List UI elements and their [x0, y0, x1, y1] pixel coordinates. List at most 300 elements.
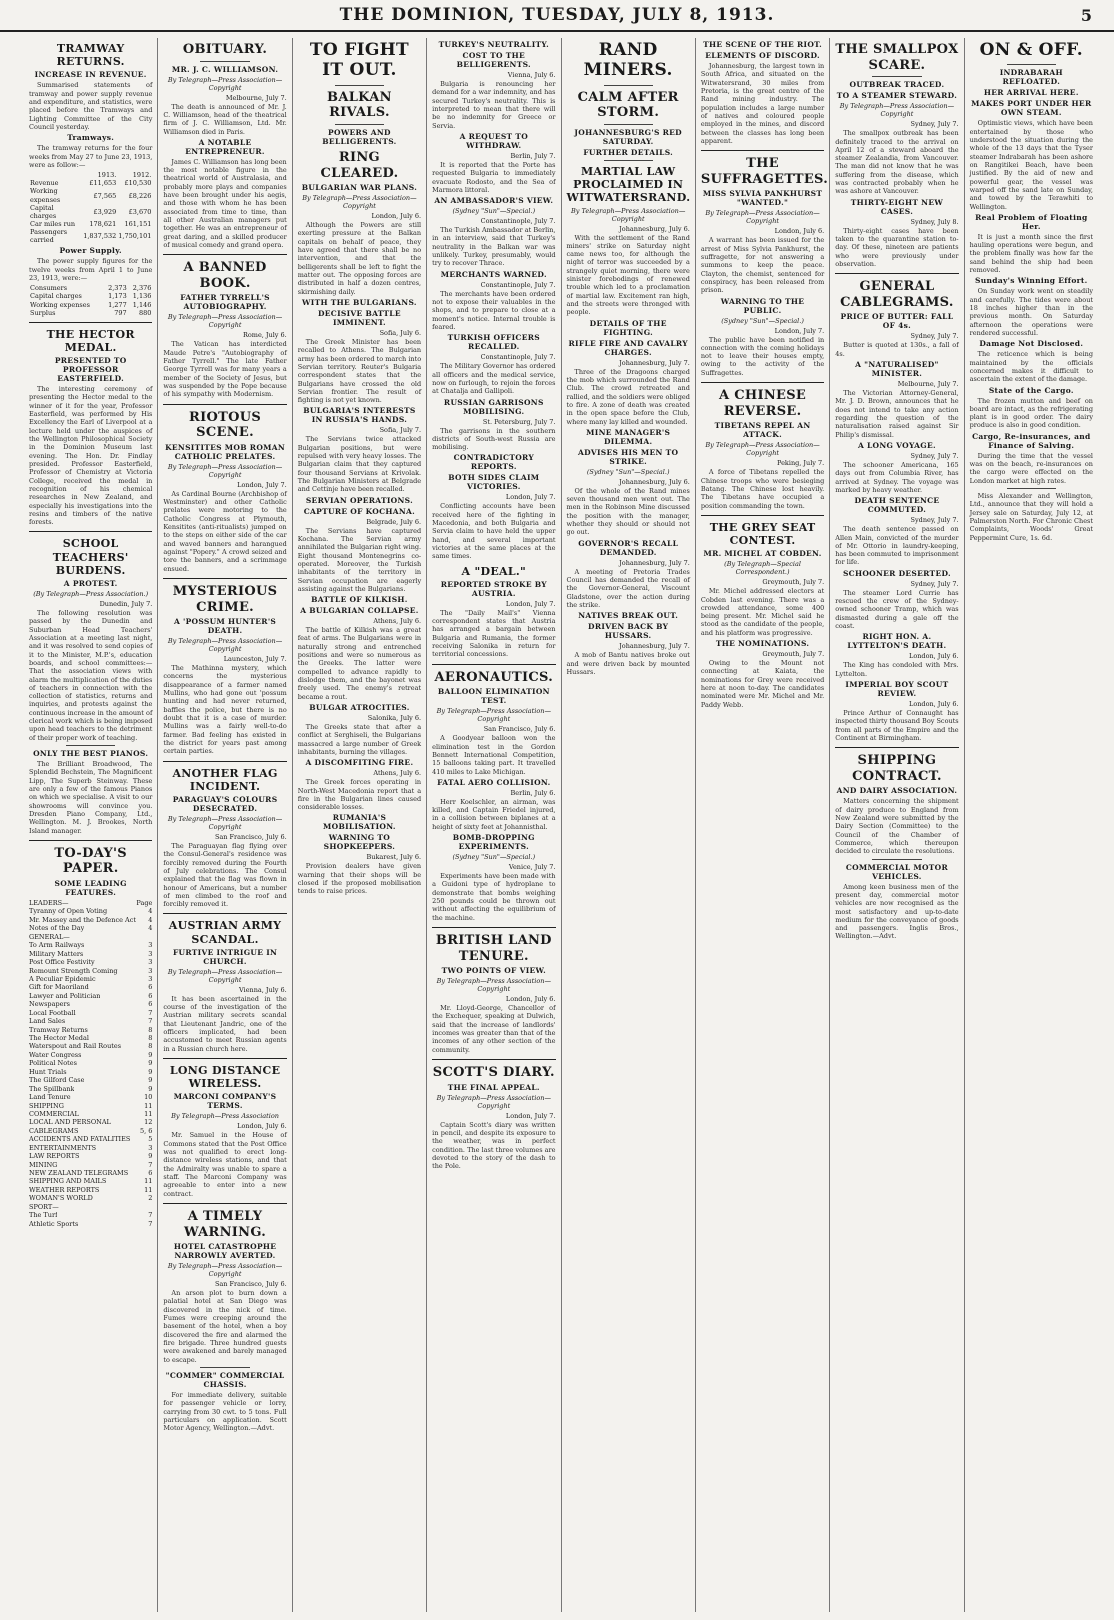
shipping-subhead: AND DAIRY ASSOCIATION.: [836, 786, 958, 796]
table-cell: 797: [114, 308, 127, 317]
table-row: [29, 187, 152, 203]
teachers-credit: (By Telegraph—Press Association.): [33, 590, 149, 598]
feature-label: Land Sales: [29, 1017, 66, 1026]
feature-page: 4: [148, 915, 153, 924]
divider: [335, 85, 384, 86]
table-row: [29, 292, 152, 300]
table-cell: £3,929: [93, 207, 117, 216]
wireless-body: Mr. Samuel in the House of Commons stated that the Post Office was not qualified to erect long-distance wireless stations, and that the Admiralty was unable to spare a staff. The Marconi Company was agreeable to enter into a new contract.: [163, 1131, 287, 1198]
list-item: [29, 958, 152, 966]
smallpox-sub2: TO A STEAMER STEWARD.: [836, 91, 958, 101]
obituary-body2: James C. Williamson has long been the most notable figure in the theatrical world of Australasia, and probably more plays and companies have been brought under his aegis, and those with whom he has been associated from time to time, than all other Australian managers put together. He was an entrepreneur of great daring, and a skilled producer of musical comedy and grand opera.: [163, 157, 287, 249]
banned-subhead: FATHER TYRRELL'S AUTOBIOGRAPHY.: [180, 293, 270, 312]
divider: [163, 761, 286, 762]
nominations-dateline: Greymouth, July 7.: [762, 650, 825, 659]
table-row: [29, 204, 152, 220]
death-sentence-headline: DEATH SENTENCE COMMUTED.: [854, 496, 940, 515]
riotous-subhead: KENSITITES MOB ROMAN CATHOLIC PRELATES.: [165, 442, 286, 461]
list-item: [29, 916, 152, 924]
feature-page: 11: [144, 1109, 153, 1118]
balkan-headline: TO FIGHT IT OUT.: [309, 40, 409, 81]
list-item: [29, 1194, 152, 1202]
list-item: [29, 1051, 152, 1059]
table-cell: Capital charges: [30, 292, 82, 301]
natives-dateline: Johannesburg, July 7.: [619, 642, 690, 651]
lyttelton-headline: RIGHT HON. A. LYTTELTON'S DEATH.: [847, 632, 947, 651]
voyage-headline: A LONG VOYAGE.: [857, 440, 936, 450]
sunday-headline: Sunday's Winning Effort.: [975, 276, 1088, 286]
divider: [872, 76, 921, 77]
withdraw-headline: A REQUEST TO WITHDRAW.: [459, 131, 529, 150]
feature-label: The Spillbank: [29, 1084, 75, 1093]
table-cell: 880: [138, 308, 152, 317]
grey-body: Mr. Michel addressed electors at Cobden last evening. There was a crowded attendance, some 400 being present. Mr. Michel said he stood as the candidate of the people, and his platform was progressive.: [700, 587, 825, 637]
feature-page: 3: [148, 941, 153, 950]
feature-page: 10: [144, 1093, 153, 1102]
table-cell: 1,277: [108, 300, 127, 309]
divider: [200, 1367, 249, 1368]
governor-headline: GOVERNOR'S RECALL DEMANDED.: [578, 538, 679, 557]
list-item: [29, 1102, 152, 1110]
tramway-note: The tramway returns for the four weeks from May 27 to June 23, 1913, were as follow:—: [29, 144, 153, 169]
feature-label: Athletic Sports: [29, 1219, 79, 1228]
tramway-intro: Summarised statements of tramway and power supply revenue and expenditure, and statistics, were placed before the Tramways and Lighting Committee of the City Council yesterday.: [29, 81, 153, 131]
thirty-eight-dateline: Sydney, July 8.: [910, 217, 959, 226]
list-item: [29, 1203, 152, 1211]
feature-page: 11: [144, 1185, 153, 1194]
mysterious-headline: MYSTERIOUS CRIME.: [172, 583, 278, 615]
feature-label: ACCIDENTS AND FATALITIES: [29, 1135, 131, 1144]
rumania-subhead: WARNING TO SHOPKEEPERS.: [323, 833, 396, 852]
suffragettes-subhead: MISS SYLVIA PANKHURST "WANTED.": [702, 189, 823, 208]
teachers-body: The following resolution was passed by the Dunedin and Suburban Head Teachers' Association at a meeting last night, and it was resolved to send copies of it to the Minister, M.P.'s, education boards, and school committees:— That the association views with alarm the multiplication of the duties of teachers in connection with the collection of statistics, returns and inquiries, and protests against the continuous increase in the amount of clerical work which is being imposed upon head teachers to the detriment of their proper work of teaching.: [29, 609, 153, 742]
schooner-dateline: Sydney, July 7.: [910, 579, 959, 588]
feature-page: 3: [148, 966, 153, 975]
commer-body: For immediate delivery, suitable for passenger vehicle or lorry, carrying from 30 cwt. to 5 tons. Full particulars on application. Scott Motor Agency, Wellington.—Advt.: [163, 1390, 287, 1433]
table-cell: 1,750,101: [118, 232, 152, 241]
smallpox-dateline: Sydney, July 7.: [910, 120, 959, 129]
list-item: [29, 950, 152, 958]
with-bulgarians-dateline: Sofia, July 6.: [379, 328, 422, 337]
smallpox-subhead: OUTBREAK TRACED.: [849, 80, 945, 90]
obituary-headline: OBITUARY.: [182, 42, 268, 57]
riotous-credit: By Telegraph—Press Association—Copyright: [167, 462, 283, 479]
feature-page: 6: [148, 983, 153, 992]
riotous-dateline: London, July 7.: [237, 480, 287, 489]
contradictory-dateline: London, July 7.: [505, 493, 556, 502]
table-row: [29, 301, 152, 309]
shipping-headline: SHIPPING CONTRACT.: [852, 753, 942, 784]
flag-credit: By Telegraph—Press Association—Copyright: [167, 814, 283, 831]
feature-label: NEW ZEALAND TELEGRAMS: [29, 1169, 129, 1177]
death-sentence-body: The death sentence passed on Allen Main, convicted of the murder of Mr. Ottorio in laundry-keeping, has been commuted to imprisonment for life.: [835, 525, 959, 567]
aeronautics-dateline: San Francisco, July 6.: [483, 725, 556, 734]
feature-label: Water Congress: [29, 1050, 82, 1059]
details-headline: DETAILS OF THE FIGHTING.: [589, 318, 667, 337]
teachers-headline: SCHOOL TEACHERS' BURDENS.: [52, 537, 129, 577]
feature-label: CABLEGRAMS: [29, 1126, 79, 1135]
contradictory-subhead: BOTH SIDES CLAIM VICTORIES.: [448, 473, 540, 492]
feature-page: 3: [148, 949, 153, 958]
natives-subhead: DRIVEN BACK BY HUSSARS.: [588, 622, 669, 641]
feature-label: Military Matters: [29, 949, 84, 958]
feature-page: 8: [148, 1034, 153, 1042]
mysterious-dateline: Launceston, July 7.: [223, 655, 287, 664]
balkan-dateline: London, July 6.: [371, 212, 422, 221]
feature-page: 7: [148, 1017, 153, 1026]
feature-page: 4: [148, 907, 153, 916]
feature-label: Lawyer and Politician: [29, 991, 101, 1000]
feature-label: COMMERCIAL: [29, 1109, 79, 1118]
divider: [701, 382, 824, 383]
details-subhead: RIFLE FIRE AND CAVALRY CHARGES.: [568, 338, 688, 357]
scott-body: Captain Scott's diary was written in pencil, and despite its exposure to the weather, was in perfect condition. The last three volumes are devoted to the story of the dash to the Pole.: [432, 1120, 556, 1171]
obituary-body: The death is announced of Mr. J. C. Williamson, head of the theatrical firm of J. C. Williamson, Ltd. Mr. Williamson died in Paris.: [163, 102, 287, 136]
list-item: [29, 933, 152, 941]
suffragettes-body: A warrant has been issued for the arrest of Miss Sylvia Pankhurst, the suffragette, for not answering a summons to keep the peace. Clayton, the chemist, sentenced for conspiracy, has been released from prison.: [700, 236, 825, 295]
cablegrams-subhead: PRICE OF BUTTER: FALL OF 4s.: [840, 312, 954, 331]
banned-headline: A BANNED BOOK.: [183, 260, 267, 291]
feature-page: 7: [148, 1211, 153, 1220]
mine-manager-credit: (Sydney "Sun"—Special.): [586, 467, 670, 476]
servian-subhead: CAPTURE OF KOCHANA.: [303, 506, 416, 516]
divider: [1007, 64, 1056, 65]
divider: [29, 322, 152, 323]
list-item: [29, 1127, 152, 1135]
banned-body: The Vatican has interdicted Maude Petre's "Autobiography of Father Tyrrell." The late Father George Tyrrell was for many years a member of the Society of Jesus, but was suspended by the Pope because of his sympathy with Modernism.: [163, 340, 287, 399]
rand-body: With the settlement of the Rand miners' strike on Saturday night came news too, for although the night of terror was succeeded by a strangely quiet morning, there were sinister forebodings of renewed trouble which led to a proclamation of martial law. Excitement ran high, and the streets were thronged with people.: [566, 233, 690, 317]
table-cell: 1,837,532: [83, 232, 117, 241]
divider: [163, 254, 286, 255]
feature-label: A Peculiar Epidemic: [29, 974, 96, 983]
table-row: [29, 284, 152, 292]
state-headline: State of the Cargo.: [988, 385, 1074, 395]
table-cell: Revenue: [30, 179, 59, 188]
mine-manager-dateline: Johannesburg, July 6.: [619, 477, 690, 486]
obituary-credit: By Telegraph—Press Association—Copyright: [167, 75, 283, 92]
feature-page: 8: [148, 1025, 153, 1034]
warning-dateline: San Francisco, July 6.: [214, 1280, 287, 1289]
commer-headline: "COMMER" COMMERCIAL CHASSIS.: [165, 1370, 285, 1389]
feature-label: LEADERS—: [29, 899, 69, 907]
balkan-sub3: RING CLEARED.: [320, 149, 399, 181]
page-number: 5: [1080, 6, 1092, 25]
cablegrams-headline: GENERAL CABLEGRAMS.: [840, 279, 954, 310]
power-note: The power supply figures for the twelve weeks from April 1 to June 23, 1913, were:—: [29, 257, 153, 282]
interests-dateline: Sofia, July 7.: [379, 426, 422, 435]
rand-headline: RAND MINERS.: [583, 40, 673, 81]
feature-label: To Arm Railways: [29, 941, 85, 950]
balkan-body: Although the Powers are still exerting pressure at the Balkan capitals on behalf of peace, they have agreed that there shall be no intervention, and that the belligerents shall be left to fight the matter out. The opposing forces are distributed in half a dozen centres, skirmishing daily.: [297, 221, 422, 296]
rumania-body: Provision dealers have given warning that their shops will be closed if the proposed mobilisation tends to raise prices.: [297, 862, 422, 896]
schooner-body: The steamer Lord Currie has rescued the crew of the Sydney-owned schooner Tramp, which was dismasted during a gale off the coast.: [835, 588, 959, 630]
list-item: [29, 1034, 152, 1042]
list-item: [29, 1059, 152, 1067]
suffragettes-credit: By Telegraph—Press Association—Copyright: [705, 209, 820, 226]
floating-body: It is just a month since the first hauling operations were begun, and the problem finally was how far the sand behind the ship had been removed.: [969, 232, 1093, 275]
feature-label: LOCAL AND PERSONAL: [29, 1118, 111, 1127]
list-item: [29, 1220, 152, 1228]
feature-page: 7: [148, 1160, 153, 1169]
withdraw-body: It is reported that the Porte has requested Bulgaria to immediately evacuate Rodosto, and the Sea of Marmora littoral.: [432, 160, 556, 194]
divider: [29, 840, 152, 841]
neutrality-dateline: Vienna, July 6.: [507, 71, 556, 79]
column-8: [964, 38, 1098, 1612]
warning-public-body: The public have been notified in connection with the coming holidays not to leave their houses empty, owing to the activity of the Suffragettes.: [700, 335, 825, 377]
list-item: [29, 1144, 152, 1152]
flag-dateline: San Francisco, July 6.: [214, 832, 287, 841]
list-item: [29, 924, 152, 932]
feature-page: 9: [148, 1084, 153, 1093]
land-subhead: TWO POINTS OF VIEW.: [441, 966, 546, 976]
natives-body: A mob of Bantu natives broke out and were driven back by mounted Hussars.: [566, 651, 690, 676]
chinese-headline: A CHINESE REVERSE.: [719, 388, 807, 419]
voyage-dateline: Sydney, July 7.: [910, 451, 959, 460]
advert-body: Miss Alexander and Wellington, Ltd., announce that they will hold a Jersey sale on Saturday, July 12, at Palmerston North. For Chronic Chest Complaints, Woods' Great Peppermint Cure, 1s. 6d.: [969, 492, 1093, 542]
table-row: [29, 220, 152, 228]
ambassador-credit: (Sydney "Sun"—Special.): [452, 207, 536, 216]
onoff-body: Optimistic views, which have been entertained by those who understood the situation during the whole of the 13 days that the Tyser steamer Indrabarah has been ashore on Rangitikei Beach, have been justified. By the aid of new and powerful gear, the vessel was warped off the sand late on Sunday, and towed by the Terawhiti to Wellington.: [969, 119, 1093, 211]
list-item: [29, 899, 152, 907]
austrian-subhead: FURTIVE INTRIGUE IN CHURCH.: [172, 947, 278, 966]
divider: [335, 124, 384, 125]
feature-label: Mr. Massey and the Defence Act: [29, 915, 136, 924]
natives-headline: NATIVES BREAK OUT.: [578, 611, 679, 621]
smallpox-headline: THE SMALLPOX SCARE.: [835, 42, 959, 73]
deal-dateline: London, July 7.: [505, 599, 556, 608]
feature-label: LAW REPORTS: [29, 1152, 80, 1161]
feature-label: WEATHER REPORTS: [29, 1185, 100, 1194]
commercial-motor-headline: COMMERCIAL MOTOR VEHICLES.: [845, 862, 949, 881]
wireless-subhead: MARCONI COMPANY'S TERMS.: [173, 1092, 277, 1111]
feature-page: Page: [136, 899, 153, 907]
table-header-row: [29, 171, 152, 179]
tramway-section: Tramways.: [67, 133, 115, 143]
list-item: [29, 1009, 152, 1017]
divider: [163, 1058, 286, 1059]
nominations-body: Owing to the Mount not connecting at Kaiata, the nominations for Grey were received here at noon to-day. The candidates nominated were Mr. Michel and Mr. Paddy Webb.: [700, 659, 825, 709]
wireless-dateline: London, July 6.: [237, 1122, 287, 1131]
feature-label: Land Tenure: [29, 1093, 71, 1102]
sunday-body: On Sunday work went on steadily and carefully. The tides were about 18 inches higher than in the previous month. On Saturday afternoon the operations were rendered successful.: [969, 287, 1093, 337]
kilkish-body: The battle of Kilkish was a great feat of arms. The Bulgarians were in naturally strong and entrenched positions and were so numerous as the Greeks. The latter were compelled to advance rapidly to dislodge them, and the bayonet was freely used. The enemy's retreat became a rout.: [297, 626, 422, 701]
naturalised-dateline: Melbourne, July 7.: [897, 380, 959, 389]
divider: [604, 85, 653, 86]
chinese-body: A force of Tibetans repelled the Chinese troops who were besieging Batang. The Chinese lost heavily. The Tibetans have occupied a position commanding the town.: [700, 468, 825, 510]
list-item: [29, 1152, 152, 1160]
land-dateline: London, July 6.: [505, 995, 556, 1004]
state-body: The frozen mutton and beef on board are intact, as the refrigerating plant is in good order. The dairy produce is also in good condition.: [969, 396, 1093, 430]
feature-page: 6: [148, 991, 153, 1000]
austrian-credit: By Telegraph—Press Association—Copyright: [167, 967, 283, 984]
table-cell: Capital charges: [30, 203, 57, 220]
scott-credit: By Telegraph—Press Association—Copyright: [436, 1093, 551, 1110]
feature-label: SHIPPING: [29, 1101, 64, 1110]
feature-page: 11: [144, 1177, 153, 1186]
withdraw-dateline: Berlin, July 7.: [510, 151, 556, 160]
chinese-credit: By Telegraph—Press Association—Copyright: [705, 441, 820, 458]
fatal-dateline: Berlin, July 6.: [510, 788, 556, 797]
onoff-sub3: MAKES PORT UNDER HER OWN STEAM.: [971, 99, 1092, 118]
warning-public-credit: (Sydney "Sun"—Special.): [721, 316, 804, 325]
divider: [163, 913, 286, 914]
chinese-subhead: TIBETANS REPEL AN ATTACK.: [714, 421, 811, 440]
servian-body: The Servians have captured Kochana. The Servian army annihilated the Bulgarian right wing. Eight thousand Montenegrins co-operated. Moreover, the Turkish inhabitants of the territory in Servian occupation are eagerly assisting against the Bulgarians.: [297, 526, 422, 593]
austrian-body: It has been ascertained in the course of the investigation of the Austrian military secrets scandal that Lieutenant Jandric, one of the officers implicated, had been accustomed to meet Russian agents in a Russian church here.: [163, 994, 287, 1053]
feature-label: The Hector Medal: [29, 1034, 89, 1042]
pianos-body: The Brilliant Broadwood, The Splendid Bechstein, The Magnificent Lipp, The Superb Steinway. These are only a few of the famous Pianos on which we specialise. A visit to our showrooms will convince you. Dresden Piano Company, Ltd., Wellington. M. J. Brookes, North Island manager.: [29, 760, 153, 835]
feature-page: 5: [148, 1135, 153, 1144]
list-item: [29, 1085, 152, 1093]
turkish-headline: TURKISH OFFICERS RECALLED.: [447, 333, 540, 352]
feature-label: Political Notes: [29, 1059, 77, 1068]
flag-subhead: PARAGUAY'S COLOURS DESECRATED.: [172, 794, 278, 813]
list-item: [29, 1169, 152, 1177]
scott-headline: SCOTT'S DIARY.: [432, 1065, 555, 1081]
list-item: [29, 941, 152, 949]
power-section: Power Supply.: [59, 246, 122, 256]
feature-label: Tramway Returns: [29, 1025, 88, 1034]
imperial-dateline: London, July 6.: [909, 699, 959, 708]
merchants-body: The merchants have been ordered not to expose their valuables in the shops, and to prepare to close at a moment's notice. Internal trouble is feared.: [432, 289, 556, 331]
cargo-headline: Cargo, Re-insurances, and Finance of Salving.: [972, 431, 1091, 450]
table-cell: Passengers carried: [30, 228, 68, 245]
details-body: Three of the Dragoons charged the mob which surrounded the Rand Club. The crowd retreated and rallied, and the soldiers were obliged to fire. A zone of death was created in the open space before the Club, where many lay killed and wounded.: [566, 367, 690, 426]
feature-label: Hunt Trials: [29, 1067, 67, 1076]
contradictory-body: Conflicting accounts have been received here of the fighting in Macedonia, and both Bulgaria and Servia claim to have held the upper hand, and several important victories at the same places at the same times.: [432, 502, 556, 561]
feature-page: 11: [144, 1101, 153, 1110]
lyttelton-body: The King has condoled with Mrs. Lyttelton.: [835, 661, 959, 678]
list-item: [29, 1177, 152, 1185]
divider: [432, 664, 555, 665]
feature-label: Local Football: [29, 1008, 76, 1017]
warning-headline: A TIMELY WARNING.: [184, 1208, 267, 1240]
warning-public-dateline: London, July 7.: [774, 326, 825, 335]
imperial-body: Prince Arthur of Connaught has inspected thirty thousand Boy Scouts from all parts of the Empire and the Continent at Birmingham.: [835, 708, 959, 742]
with-bulgarians-headline: WITH THE BULGARIANS.: [302, 297, 417, 307]
rand-sub2: JOHANNESBURG'S RED SATURDAY.: [574, 127, 682, 146]
suffragettes-headline: THE SUFFRAGETTES.: [700, 156, 829, 187]
divider: [432, 927, 555, 928]
list-item: [29, 1161, 152, 1169]
balkan-sub2: POWERS AND BELLIGERENTS.: [322, 127, 397, 146]
russian-dateline: St. Petersburg, July 7.: [482, 417, 556, 426]
feature-page: 7: [148, 1008, 153, 1017]
column-1: [24, 38, 157, 1612]
atrocities-body: The Greeks state that after a conflict at Serghiseli, the Bulgarians massacred a large number of Greek inhabitants, burning the villages.: [297, 722, 422, 756]
turkish-dateline: Constantinople, July 7.: [480, 353, 556, 362]
scott-subhead: THE FINAL APPEAL.: [447, 1082, 540, 1092]
list-item: [29, 1017, 152, 1025]
rand-dateline: Johannesburg, July 6.: [619, 224, 690, 233]
rumania-dateline: Bukarest, July 6.: [366, 853, 422, 862]
turkish-body: The Military Governor has ordered all officers and the medical service, now on furlough, to rejoin the forces at Chatalja and Gallipoli.: [432, 362, 556, 396]
scene-subhead: ELEMENTS OF DISCORD.: [705, 51, 820, 60]
list-item: [29, 1000, 152, 1008]
list-item: [29, 1042, 152, 1050]
table-row: [29, 309, 152, 317]
floating-headline: Real Problem of Floating Her.: [975, 212, 1088, 231]
cargo-body: During the time that the vessel was on the beach, re-insurances on the cargo were effected on the London market at high rates.: [969, 451, 1093, 485]
onoff-sub2: HER ARRIVAL HERE.: [983, 88, 1079, 98]
mine-manager-headline: MINE MANAGER'S DILEMMA.: [586, 427, 671, 446]
table-cell: 1,136: [132, 292, 152, 301]
voyage-body: The schooner Americana, 165 days out from Columbia River, has arrived at Sydney. The voyage was marked by heavy weather.: [835, 460, 959, 494]
feature-page: 7: [148, 1219, 153, 1228]
feature-label: GENERAL—: [29, 932, 70, 941]
todays-paper-headline: TO-DAY'S PAPER.: [54, 845, 127, 877]
feature-page: 9: [148, 1050, 153, 1059]
table-cell: Consumers: [30, 284, 68, 293]
divider: [163, 404, 286, 405]
list-item: [29, 1110, 152, 1118]
feature-label: Tyranny of Open Voting: [29, 907, 108, 916]
list-item: [29, 1118, 152, 1126]
table-cell: Working expenses: [30, 187, 61, 204]
warning-credit: By Telegraph—Press Association—Copyright: [167, 1262, 283, 1279]
column-7: [829, 38, 963, 1612]
scene-headline: THE SCENE OF THE RIOT.: [703, 40, 822, 49]
divider: [835, 273, 958, 274]
obituary-dateline: Melbourne, July 7.: [225, 93, 287, 102]
list-item: [29, 1211, 152, 1219]
naturalised-body: The Victorian Attorney-General, Mr. J. D. Brown, announces that he does not intend to take any action regarding the question of the naturalisation raised against Sir Philip's dismissal.: [835, 389, 959, 439]
riotous-body: As Cardinal Bourne (Archbishop of Westminster) and other Catholic prelates were motoring to the Catholic Congress at Plymouth, Kensitites (anti-ritualists) jumped on to the steps on either side of the car and waved banners and harangued against "Popery." A crowd seized and tore the banners, and a scrimmage ensued.: [163, 489, 287, 573]
feature-page: 9: [148, 1059, 153, 1068]
masthead: [0, 0, 1114, 32]
obituary-sub2: A NOTABLE ENTREPRENEUR.: [185, 137, 265, 156]
divider: [604, 124, 653, 125]
rand-credit: By Telegraph—Press Association—Copyright: [571, 206, 686, 223]
flag-body: The Paraguayan flag flying over the Consul-General's residence was forcibly removed during the Fourth of July celebrations. The Consul explained that the flag was flown in honour of Americans, but a number of men climbed to the roof and forcibly removed it.: [163, 841, 287, 909]
neutrality-headline: TURKEY'S NEUTRALITY.: [438, 40, 549, 49]
balkan-subhead: BALKAN RIVALS.: [327, 89, 392, 121]
austrian-dateline: Vienna, July 6.: [239, 985, 287, 994]
divider: [872, 859, 921, 860]
feature-page: 9: [148, 1076, 153, 1085]
grey-headline: THE GREY SEAT CONTEST.: [709, 520, 816, 547]
with-bulgarians-body: The Greek Minister has been recalled to Athens. The Bulgarian army has been ordered to march into Servian territory. Reuter's Bulgaria correspondent states that the Bulgarians have crossed the old Servian frontier. The result of fighting is not yet known.: [297, 337, 422, 405]
divider: [432, 1059, 555, 1060]
smallpox-body: The smallpox outbreak has been definitely traced to the arrival on April 12 of a steward aboard the steamer Zealandia, from Vancouver. The man did not know that he was suffering from the disease, which was contracted probably when he was ashore at Vancouver.: [835, 129, 959, 196]
russian-body: The garrisons in the southern districts of South-west Russia are mobilising.: [432, 426, 556, 452]
feature-label: Newspapers: [29, 1000, 70, 1009]
austrian-headline: AUSTRIAN ARMY SCANDAL.: [168, 919, 282, 946]
chinese-dateline: Peking, July 7.: [777, 459, 825, 468]
hector-body: The interesting ceremony of presenting the Hector medal to the winner of it for the year, Professor Easterfield, was performed by His Excellency the Earl of Liverpool at a lecture held under the auspices of the Wellington Philosophical Society in the Dominion Museum last evening. The Hon. Dr. Findlay presided. Professor Easterfield, Professor of Chemistry at Victoria College, received the medal in recognition of his chemical researches in New Zealand, and especially his investigations into the resins and timbers of the native forests.: [29, 385, 153, 527]
onoff-headline: ON & OFF.: [979, 40, 1083, 60]
list-item: [29, 967, 152, 975]
list-item: [29, 1093, 152, 1101]
banned-credit: By Telegraph—Press Association—Copyright: [167, 313, 283, 330]
table-cell: £7,565: [93, 191, 117, 200]
obituary-subhead: MR. J. C. WILLIAMSON.: [171, 64, 279, 74]
feature-page: 12: [144, 1118, 153, 1127]
commercial-motor-body: Among keen business men of the present day, commercial motor vehicles are now recognised as the most satisfactory and up-to-date medium for the conveyance of goods and passengers. Inglis Bros., Wellington.—Advt.: [835, 882, 959, 941]
table-cell: Surplus: [30, 308, 56, 317]
feature-page: 5, 6: [139, 1126, 153, 1135]
table-cell: 161,151: [124, 219, 152, 228]
table-row: [29, 179, 152, 187]
divider: [604, 160, 653, 161]
column-5: [561, 38, 695, 1612]
feature-page: 9: [148, 1067, 153, 1076]
interests-body: The Servians twice attacked Bulgarian positions, but were repulsed with very heavy losses. The Bulgarian claim that they captured four thousand Servians at Krivolak. The Bulgarian Ministers at Belgrade and Cettinje have been recalled.: [297, 435, 422, 494]
schooner-headline: SCHOONER DESERTED.: [842, 568, 951, 578]
column-6: [695, 38, 829, 1612]
warning-subhead: HOTEL CATASTROPHE NARROWLY AVERTED.: [173, 1242, 277, 1261]
warning-body: An arson plot to burn down a palatial hotel at San Diego was discovered in the nick of time. Fumes were creeping around the basement of the hotel, when a boy discovered the fire and alarmed the fire brigade. Three hundred guests were awakened and barely managed to escape.: [163, 1289, 287, 1364]
